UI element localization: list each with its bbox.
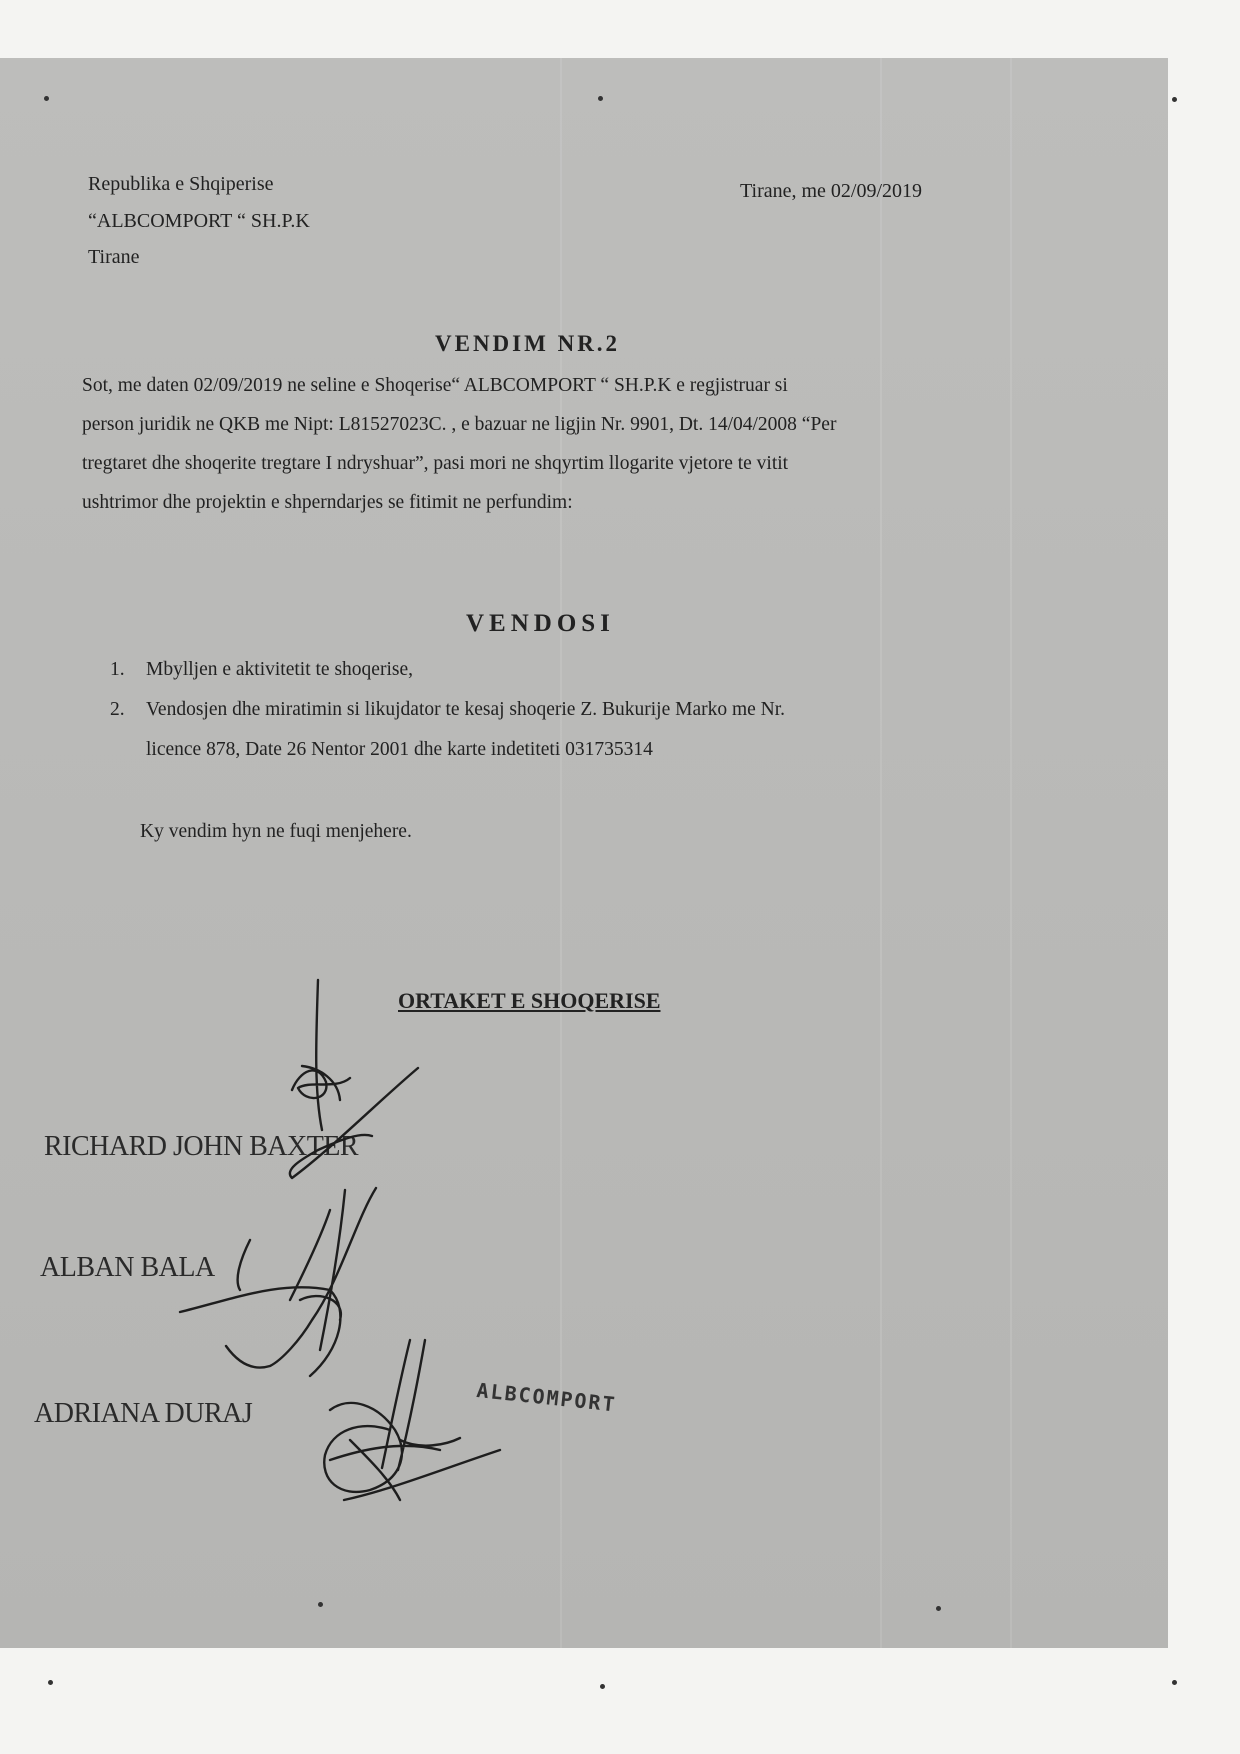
scan-speck xyxy=(936,1606,941,1611)
partner-name-alban-bala: ALBAN BALA xyxy=(40,1252,215,1283)
header-date: Tirane, me 02/09/2019 xyxy=(740,180,923,202)
scan-streak xyxy=(1010,58,1012,1648)
partners-title: ORTAKET E SHOQERISE xyxy=(398,988,661,1013)
scan-speck xyxy=(1172,97,1177,102)
scan-speck xyxy=(44,96,49,101)
decision-title: VENDIM NR.2 xyxy=(435,331,621,356)
scan-speck xyxy=(1172,1680,1177,1685)
decision-body-line: person juridik ne QKB me Nipt: L81527023C. , e bazuar ne ligjin Nr. 9901, Dt. 14/04/2008 “Per xyxy=(82,414,837,435)
scan-speck xyxy=(598,96,603,101)
scan-streak xyxy=(880,58,882,1648)
header-city: Tirane xyxy=(88,246,140,268)
resolution-item-number: 1. xyxy=(110,659,125,680)
scan-speck xyxy=(600,1684,605,1689)
decision-body-line: tregtaret dhe shoqerite tregtare I ndryshuar”, pasi mori ne shqyrtim llogarite vjetore te vitit xyxy=(82,453,789,474)
resolution-title: VENDOSI xyxy=(466,610,615,637)
partner-name-adriana-duraj: ADRIANA DURAJ xyxy=(34,1398,253,1429)
decision-body-line: Sot, me daten 02/09/2019 ne seline e Shoqerise“ ALBCOMPORT “ SH.P.K e regjistruar si xyxy=(82,375,788,396)
resolution-item-text: Vendosjen dhe miratimin si likujdator te kesaj shoqerie Z. Bukurije Marko me Nr. xyxy=(146,699,786,720)
scan-speck xyxy=(48,1680,53,1685)
partner-name-richard-john-baxter: RICHARD JOHN BAXTER xyxy=(44,1131,359,1162)
header-republic: Republika e Shqiperise xyxy=(88,173,274,195)
resolution-item-text-continued: licence 878, Date 26 Nentor 2001 dhe karte indetiteti 031735314 xyxy=(146,739,653,760)
resolution-item-text: Mbylljen e aktivitetit te shoqerise, xyxy=(146,659,413,680)
scan-speck xyxy=(318,1602,323,1607)
company-stamp: ALBCOMPORT xyxy=(475,1378,618,1417)
decision-body-line: ushtrimor dhe projektin e shperndarjes se fitimit ne perfundim: xyxy=(82,492,573,513)
resolution-item-number: 2. xyxy=(110,699,125,720)
effect-statement: Ky vendim hyn ne fuqi menjehere. xyxy=(140,821,412,842)
header-company: “ALBCOMPORT “ SH.P.K xyxy=(88,210,310,232)
